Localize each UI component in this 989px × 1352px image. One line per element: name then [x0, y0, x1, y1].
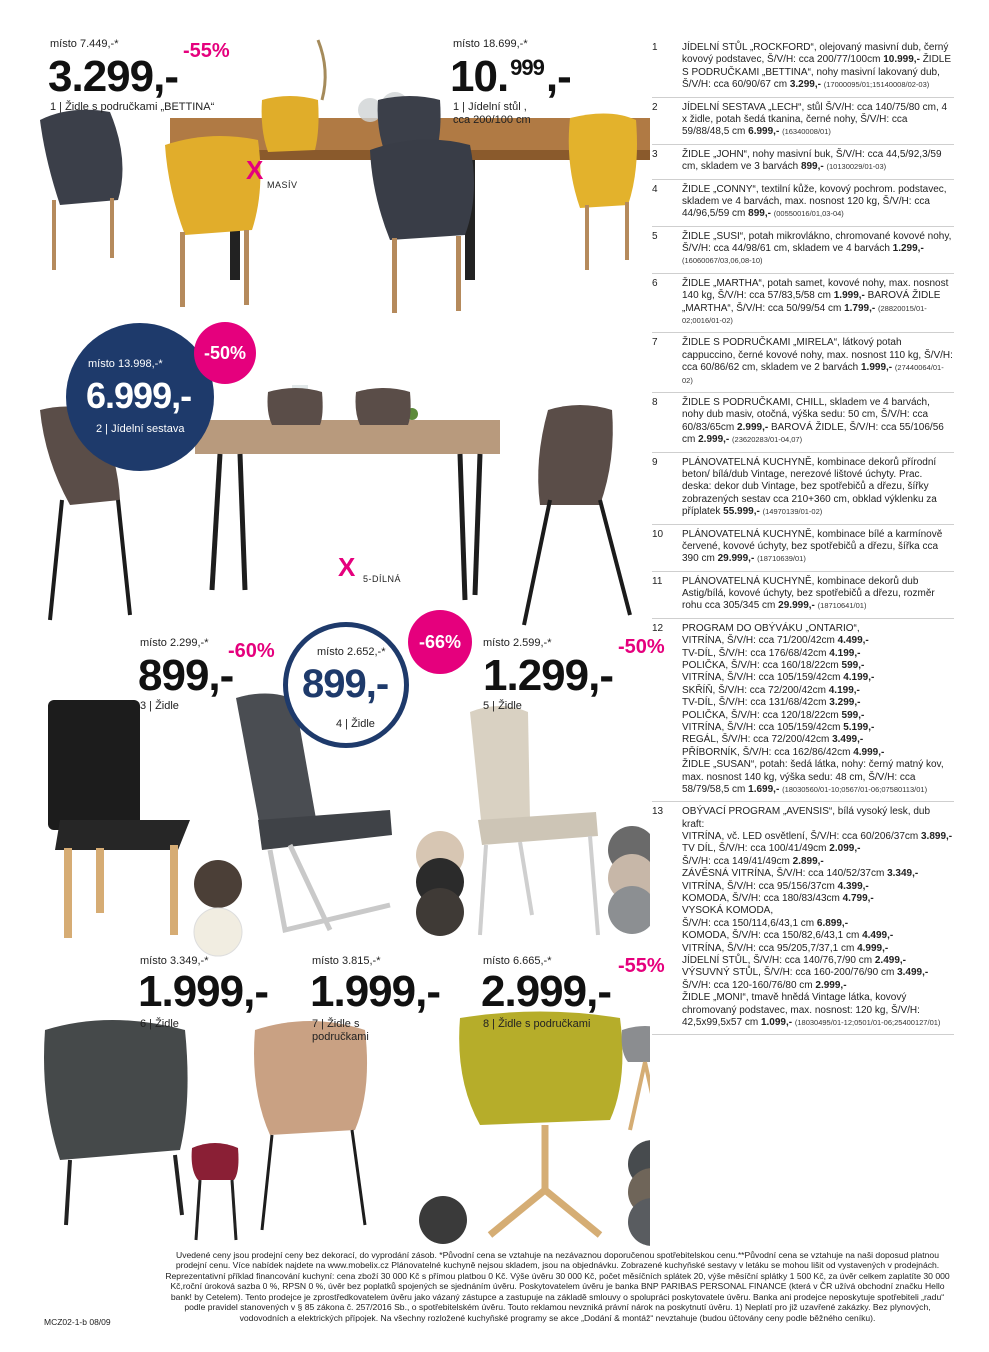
description-item-number: 6 [652, 277, 658, 289]
masiv-label: MASÍV [267, 180, 298, 190]
john-chair-image [48, 700, 190, 938]
swatch-conny-brown [416, 888, 464, 936]
lech-chair-back-1 [268, 388, 323, 425]
leaflet-code: MCZ02-1-b 08/09 [44, 1317, 111, 1327]
petidilna-label: 5-DÍLNÁ [363, 574, 402, 584]
lech-chair-back-2 [356, 388, 411, 425]
offer-3-caption: 3 | Židle [140, 700, 179, 712]
offer-2-caption: 2 | Jídelní sestava [96, 423, 185, 435]
bettina-chair-grey-left [40, 110, 123, 270]
swatch-chill-slate [628, 1198, 650, 1246]
description-item-code: (18710641/01) [817, 601, 867, 611]
offer-1-caption: 1 | Židle s područkami „BETTINA“ [50, 101, 215, 113]
description-item [652, 38, 954, 98]
masiv-x-mark: X [246, 155, 264, 185]
bettina-chair-yellow-right [569, 113, 637, 270]
swatch-john-cream [194, 908, 242, 956]
offer-4-caption: 4 | Židle [336, 718, 375, 730]
description-item-code: (23620283/01-04,07) [732, 435, 803, 445]
susi-chair-image [470, 706, 598, 935]
offer-1-price: 3.299,- [48, 52, 178, 101]
description-item-text: ŽIDLE „SUSI“, potah mikrovlákno, chromované kovové nohy, Š/V/H: cca 44/98/61 cm, skladem ve 4 barvách 1.299,- (16060067/03,06,08-10) [682, 230, 952, 266]
description-item [652, 274, 954, 334]
description-item-code: (27440064/01-02) [682, 363, 944, 385]
description-item-number: 13 [652, 806, 664, 818]
description-item-text: JÍDELNÍ SESTAVA „LECH“, stůl Š/V/H: cca 140/75/80 cm, 4 x židle, potah šedá tkanina, černé nohy, Š/V/H: cca 59/88/48,5 cm 6.999,- (16340008/01) [682, 101, 948, 138]
offer-2-original-price: místo 13.998,-* [88, 358, 163, 370]
offer-5-price: 1.299,- [483, 651, 613, 700]
description-item-number: 1 [652, 42, 658, 53]
description-item-number: 11 [652, 575, 663, 587]
description-item-text: ŽIDLE S PODRUČKAMI, CHILL, skladem ve 4 barvách, nohy dub masiv, otočná, výška sedu: 50 cm, Š/V/H: cca 60/83/65cm 2.999,- BAROVÁ ŽIDLE, Š/V/H: cca 55/106/56 cm 2.999,- (23620283/01-04,07) [682, 396, 944, 446]
description-item [652, 98, 954, 145]
offer-3-price: 899,- [138, 651, 234, 700]
description-item [652, 572, 954, 619]
description-item [652, 333, 954, 393]
offer-2-price: 6.999,- [86, 375, 192, 416]
description-item-code: (10130029/01-03) [826, 162, 887, 172]
product-descriptions-list [652, 38, 954, 1035]
description-item-number: 9 [652, 456, 658, 468]
description-item-number: 4 [652, 183, 658, 195]
description-item-number: 3 [652, 148, 658, 160]
bettina-chair-grey-front [370, 140, 474, 313]
description-item-text: JÍDELNÍ STŮL „ROCKFORD“, olejovaný masivní dub, černý kovový podstavec, Š/V/H: cca 200/77/100cm 10.999,- ŽIDLE S PODRUČKAMI „BETTINA“, nohy masivní lakovaný dub, Š/V/H: cca 60/90/67 cm 3.299,- (17000095/01;15140008/02-03) [682, 42, 952, 91]
offer-5-original-price: místo 2.599,-* [483, 637, 552, 649]
description-item-text: ŽIDLE „MARTHA“, potah samet, kovové nohy, max. nosnost 140 kg, Š/V/H: cca 57/83,5/58 cm 1.999,- BAROVÁ ŽIDLE „MARTHA“, Š/V/H: cca 50/99/54 cm 1.799,- (28820015/01-02;0016/01-02) [682, 277, 949, 326]
martha-chair-image [44, 1020, 188, 1225]
offer-8-discount: -55% [618, 955, 665, 977]
description-item-code: (17000095/01;15140008/02-03) [823, 80, 930, 90]
offer-6-caption: 6 | Židle [140, 1018, 179, 1030]
description-item-text: ŽIDLE S PODRUČKAMI „MIRELA“, látkový potah cappuccino, černé kovové nohy, max. nosnost 110 kg, Š/V/H: cca 60/86/62 cm, skladem ve 2 barvách 1.999,- (27440064/01-02) [682, 337, 953, 385]
offer-4-discount: -66% [408, 610, 472, 674]
swatch-mirela-dark [419, 1196, 467, 1244]
lech-chair-right [524, 405, 630, 625]
description-item [652, 453, 954, 525]
legal-footer: Uvedené ceny jsou prodejní ceny bez dekorací, do vyprodání zásob. *Původní cena se vztahuje na nezávaznou doporučenou spotřebitelskou cenu.**Původní cena se vztahuje na naši doposud platnou prodejní cenu. Více nabídek najdete na www.mobelix.cz Plánovatelné kuchyně nejsou skladem, jsou na objednávku. Zobrazené kuchyňské sestavy v letáku se mohou lišit od vystavených v prodejnách. Reprezentativní příklad financování kuchyní: cena zboží 30 000 Kč s přímou platbou 0 Kč. Výše úvěru 30 000 Kč, počet měsíčních splátek 20, výše měsíční splátky 1 500 Kč, za úvěr celkem zaplatíte 30 000 Kč,roční úroková sazba 0 %, RPSN 0 %, úvěr bez poplatků spojených se sjednáním úvěru. Poskytovatelem úvěru je banka BNP PARIBAS PERSONAL FINANCE (která v ČR užívá obchodní značku Hello bank! by Cetelem). Tento prodejce je zprostředkovatelem úvěru jako vázaný zástupce a zastupuje na základě smlouvy o spolupráci poskytovatele úvěru. Banka ani prodejce neposkytuje spotřebiteli „radu“ podle pravidel stanovených v § 85 zákona č. 257/2016 Sb., o spotřebitelském úvěru. Touto reklamou nevzniká právní nárok na poskytnutí úvěru. 1) Neplatí pro již uzavřené zakázky. Bez plynových, vodovodních a elektrických přípojek. Na všechny rozložené kuchyňské programy se akce „Dodání & montáž“ nevztahuje (budou účtovány ceny podle běžného ceníku). [165, 1250, 950, 1323]
description-item-number: 10 [652, 528, 664, 540]
offer-3-original-price: místo 2.299,-* [140, 637, 209, 649]
offer-8-original-price: místo 6.665,-* [483, 955, 552, 967]
bettina-chair-yellow-back [262, 96, 319, 152]
description-item-code: (18030495/01-12;0501/01-06;25400127/01) [794, 1017, 941, 1027]
description-item-text: OBÝVACÍ PROGRAM „AVENSIS“, bílá vysoký lesk, dub kraft: VITRÍNA, vč. LED osvětlení, Š/V/H: cca 60/206/37cm 3.899,- TV DÍL, Š/V/H: cca 100/41/49cm 2.099,- Š/V/H: cca 149/41/49cm 2.899,- ZÁVĚSNÁ VITRÍNA, Š/V/H: cca 140/52/37cm 3.349,- VITRÍNA, Š/V/H: cca 95/156/37cm 4.399,- KOMODA, Š/V/H: cca 180/83/43cm 4.799,- VYSOKÁ KOMODA, Š/V/H: cca 150/114,6/43,1 cm 6.899,- KOMODA, Š/V/H: cca 150/82,6/43,1 cm 4.499,- VITRÍNA, Š/V/H: cca 95/205,7/37,1 cm 4.999,- JÍDELNÍ STŮL, Š/V/H: cca 140/76,7/90 cm 2.499,- VÝSUVNÝ STŮL, Š/V/H: cca 160-200/76/90 cm 3.499,- Š/V/H: cca 120-160/76/80 cm 2.999,- ŽIDLE „MONI“, tmavě hnědá Vintage látka, kovový chromovaný podstavec, max. nosnost: 120 kg, Š/V/H: 42,5x99,5x57 cm 1.099,- (18030495/01-12;0501/01-06;25400127/01) [682, 806, 953, 1028]
description-item-code: (00550016/01,03-04) [773, 209, 844, 219]
description-item-text: ŽIDLE „CONNY“, textilní kůže, kovový pochrom. podstavec, skladem ve 4 barvách, max. nosnost 120 kg, Š/V/H: cca 44/96,5/59 cm 899,- (00550016/01,03-04) [682, 183, 947, 220]
description-item-number: 12 [652, 622, 664, 634]
chill-bar-stool-image [622, 1026, 650, 1130]
offer-table-price: 10.$^{999}$,- [450, 52, 571, 101]
offer-2-discount: -50% [194, 322, 256, 384]
description-item-number: 7 [652, 337, 658, 349]
offer-6-original-price: místo 3.349,-* [140, 955, 209, 967]
description-item [652, 619, 954, 802]
offer-5-discount: -50% [618, 636, 665, 658]
description-item [652, 227, 954, 274]
description-item-text: ŽIDLE „JOHN“, nohy masivní buk, Š/V/H: cca 44,5/92,3/59 cm, skladem ve 3 barvách 899,- (10130029/01-03) [682, 148, 942, 173]
description-item-code: (16060067/03,06,08-10) [682, 256, 763, 266]
description-item-code: (14970139/01-02) [762, 507, 823, 517]
offer-1-discount: -55% [183, 40, 230, 62]
description-item-text: PLÁNOVATELNÁ KUCHYNĚ, kombinace dekorů přírodní beton/ bílá/dub Vintage, nerezové lištové úchyty. Prac. deska: dekor dub Vintage, bez spotřebičů a dřezu, šířky zobrazených sestav cca 210+360 cm, obklad výklenku za příplatek 55.999,- (14970139/01-02) [682, 456, 937, 518]
description-item-text: PLÁNOVATELNÁ KUCHYNĚ, kombinace bílé a karmínově červené, kovové úchyty, bez spotřebičů a dřezu, šířka cca 390 cm 29.999,- (18710639/01) [682, 528, 943, 565]
offer-8-caption: 8 | Židle s područkami [483, 1018, 591, 1030]
offer-6-price: 1.999,- [138, 967, 268, 1016]
description-item [652, 145, 954, 180]
petidilna-x-mark: X [338, 552, 356, 582]
description-item-number: 2 [652, 101, 658, 113]
description-item-number: 8 [652, 396, 658, 408]
description-item-code: (28820015/01-02;0016/01-02) [682, 303, 927, 326]
description-item [652, 393, 954, 453]
description-item-number: 5 [652, 230, 658, 242]
description-item [652, 802, 954, 1035]
offer-4-price: 899,- [302, 662, 389, 706]
description-item [652, 180, 954, 227]
description-item-code: (18710639/01) [757, 554, 806, 564]
offer-8-price: 2.999,- [481, 967, 611, 1016]
martha-bar-stool-image [192, 1143, 239, 1240]
description-item [652, 525, 954, 572]
offer-table-original-price: místo 18.699,-* [453, 38, 528, 50]
offer-7-price: 1.999,- [310, 967, 440, 1016]
offer-4-original-price: místo 2.652,-* [317, 646, 386, 658]
mirela-chair-image [254, 1021, 367, 1230]
swatch-john-brown [194, 860, 242, 908]
description-item-code: (16340008/01) [782, 127, 831, 137]
offer-table-caption: 1 | Jídelní stůl , cca 200/100 cm [453, 101, 531, 127]
offer-7-original-price: místo 3.815,-* [312, 955, 381, 967]
description-item-text: PLÁNOVATELNÁ KUCHYNĚ, kombinace dekorů dub Astig/bílá, kovové úchyty, bez spotřebičů a dřezu, rozměr rohu cca 305/345 cm 29.999,- (18710641/01) [682, 575, 935, 612]
offer-5-caption: 5 | Židle [483, 700, 522, 712]
offer-7-caption: 7 | Židle s područkami [312, 1018, 369, 1044]
offer-3-discount: -60% [228, 640, 275, 662]
description-item-text: PROGRAM DO OBÝVÁKU „ONTARIO“, VITRÍNA, Š/V/H: cca 71/200/42cm 4.499,- TV-DÍL, Š/V/H: cca 176/68/42cm 4.199,- POLIČKA, Š/V/H: cca 160/18/22cm 599,- VITRÍNA, Š/V/H: cca 105/159/42cm 4.199,- SKŘÍŇ, Š/V/H: cca 72/200/42cm 4.199,- TV-DÍL, Š/V/H: cca 131/68/42cm 3.299,- POLIČKA, Š/V/H: cca 120/18/22cm 599,- VITRÍNA, Š/V/H: cca 105/159/42cm 5.199,- REGÁL, Š/V/H: cca 72/200/42cm 3.499,- PŘÍBORNÍK, Š/V/H: cca 162/86/42cm 4.999,- ŽIDLE „SUSAN“, potah: šedá látka, nohy: černý matný kov, max. nosnost 140 kg, výška sedu: 48 cm, Š/V/H: cca 58/79/58,5 cm 1.699,- (18030560/01-10;0567/01-06;07580113/01) [682, 622, 944, 795]
chill-chair-image [459, 1012, 622, 1236]
description-item-code: (18030560/01-10;0567/01-06;07580113/01) [782, 784, 928, 794]
offer-1-original-price: místo 7.449,-* [50, 38, 119, 50]
